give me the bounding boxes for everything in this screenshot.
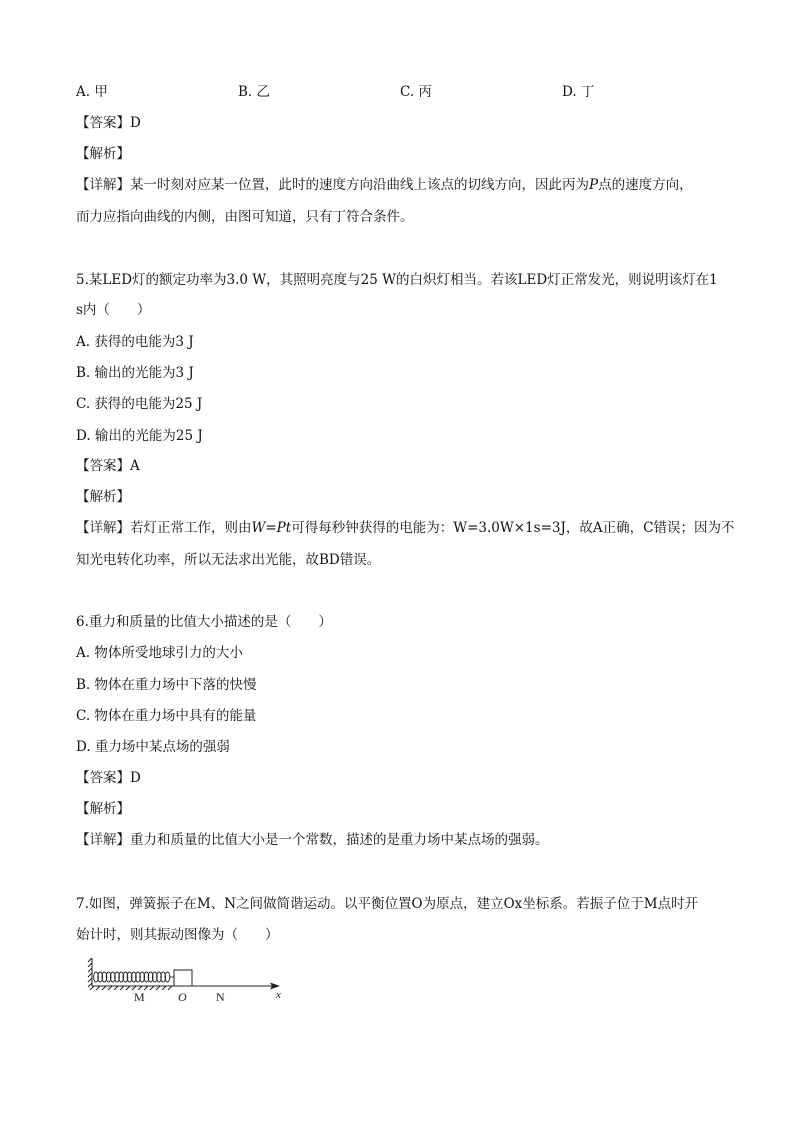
q5-answer: 【答案】A [76,458,140,474]
q5-detail-formula: W=Pt [251,520,292,536]
q4-detail-text-c: 点的速度方向， [598,177,693,193]
q5-detail-line-1 [76,518,734,538]
label-n: N [216,990,225,1004]
q5-stem-line-1: 5.某LED灯的额定功率为3.0 W，其照明亮度与25 W的白炽灯相当。若该LED灯正常发光，则说明该灯在1 [76,272,718,288]
q4-option-c: C. 丙 [400,84,432,100]
q6-detail: 【详解】重力和质量的比值大小是一个常数，描述的是重力场中某点场的强弱。 [76,832,549,848]
q4-option-d: D. 丁 [562,84,595,100]
q4-detail-text-a: 【详解】某一时刻对应某一位置，此时的速度方向沿曲线上该点的切线方向，因此丙为 [76,177,589,193]
oscillator-block [174,970,192,986]
q5-stem-line-2: s内（ ） [76,302,151,318]
q5-detail-line-2: 知光电转化功率，所以无法求出光能，故BD错误。 [76,552,381,568]
q5-detail-text-a: 【详解】若灯正常工作，则由 [76,520,252,536]
q4-answer: 【答案】D [76,115,141,131]
q6-option-d: D. 重力场中某点场的强弱 [76,739,230,755]
q4-option-a: A. 甲 [76,84,108,100]
wall [88,958,92,987]
q5-detail-text-c: 可得每秒钟获得的电能为： [291,520,454,536]
q7-stem-line-1: 7.如图，弹簧振子在M、N之间做简谐运动。以平衡位置O为原点，建立Ox坐标系。若振子位于M点时开 [76,896,699,912]
q6-stem: 6.重力和质量的比值大小描述的是（ ） [76,614,332,630]
spring [94,972,174,982]
spring-oscillator-figure [86,954,296,1008]
q5-detail-text-d: W=3.0W×1s=3J，故A正确，C错误；因为不 [453,520,735,536]
q6-analysis-heading: 【解析】 [76,801,130,817]
q6-option-a: A. 物体所受地球引力的大小 [76,645,243,661]
label-x: x [276,989,281,1001]
label-m: M [134,990,145,1004]
q6-option-c: C. 物体在重力场中具有的能量 [76,708,257,724]
q6-option-b: B. 物体在重力场中下落的快慢 [76,677,257,693]
q7-stem-line-2: 始计时，则其振动图像为（ ） [76,927,279,943]
q4-detail-line-2: 而力应指向曲线的内侧，由图可知道，只有丁符合条件。 [76,209,414,225]
q5-option-a: A. 获得的电能为3 J [76,334,194,350]
q5-option-b: B. 输出的光能为3 J [76,365,194,381]
q5-option-c: C. 获得的电能为25 J [76,396,203,412]
q4-analysis-heading: 【解析】 [76,146,130,162]
q5-analysis-heading: 【解析】 [76,489,130,505]
q4-option-b: B. 乙 [238,84,271,100]
q4-detail-point-p: P [589,177,599,193]
q4-detail-line-1 [76,175,693,195]
q6-answer: 【答案】D [76,770,141,786]
q5-option-d: D. 输出的光能为25 J [76,428,203,444]
label-o: O [178,990,187,1004]
